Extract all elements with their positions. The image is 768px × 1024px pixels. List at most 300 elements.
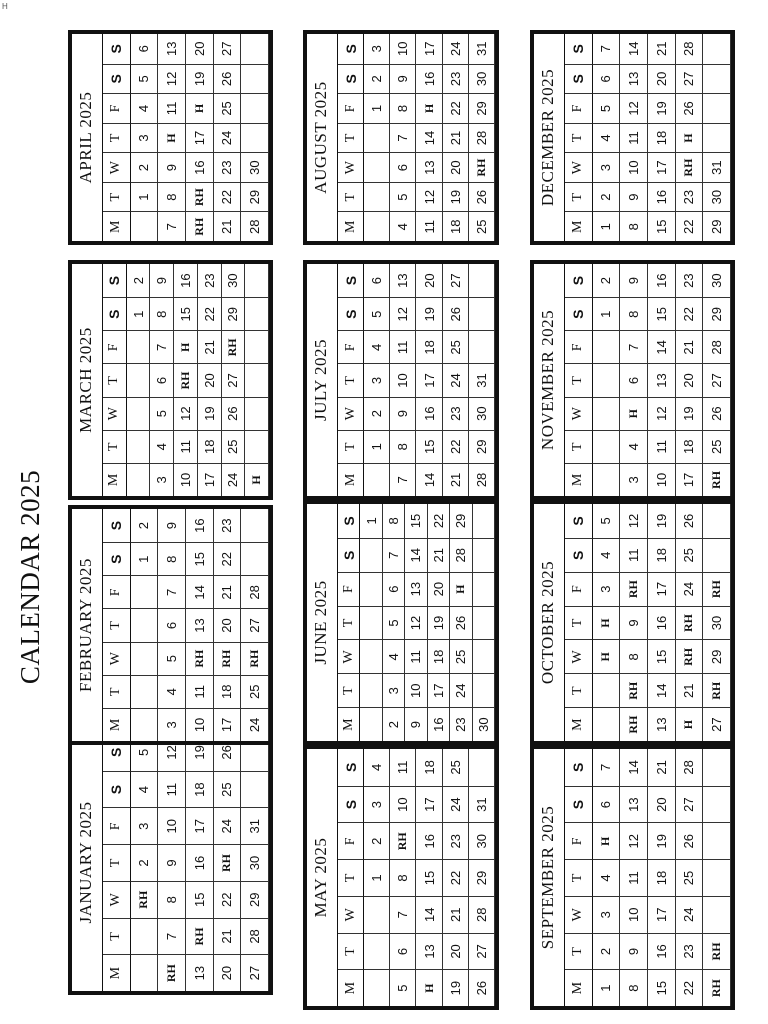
day-cell: 20 [416, 264, 442, 297]
day-cell: 18 [186, 771, 214, 808]
day-cell: 29 [450, 504, 472, 538]
day-cell: 28 [469, 123, 495, 153]
weekday-header: W [338, 152, 364, 182]
day-cell: 16 [648, 933, 676, 970]
day-cell: 20 [428, 572, 450, 606]
day-cell: 16 [186, 152, 214, 182]
day-cell: 13 [405, 572, 427, 606]
day-cell: 17 [648, 572, 676, 606]
day-cell: 24 [214, 123, 242, 153]
day-cell: 20 [214, 954, 242, 991]
day-cell: 22 [443, 859, 469, 896]
day-cell: 28 [450, 538, 472, 572]
weekday-header: W [338, 397, 364, 430]
day-cell: 16 [416, 64, 442, 94]
day-cell: 2 [593, 264, 621, 297]
weekday-header: S [103, 542, 131, 575]
day-cell: 10 [405, 673, 427, 707]
day-cell: 24 [222, 463, 246, 496]
day-cell: 31 [469, 34, 495, 64]
holiday-cell: RH [186, 642, 214, 675]
weekday-header: T [565, 606, 593, 640]
day-cell: 13 [186, 608, 214, 641]
day-cell: 12 [620, 822, 648, 859]
month-day-grid [103, 34, 269, 241]
day-cell: 6 [150, 363, 174, 396]
empty-cell [360, 707, 382, 741]
day-cell: 5 [383, 606, 405, 640]
day-cell: 21 [428, 538, 450, 572]
weekday-header: S [103, 734, 131, 771]
day-cell: 15 [648, 639, 676, 673]
day-cell: 24 [676, 572, 704, 606]
day-cell: 17 [416, 363, 442, 396]
day-cell: 11 [620, 859, 648, 896]
day-cell: 22 [676, 297, 704, 330]
empty-cell [360, 673, 382, 707]
day-cell: 13 [416, 933, 442, 970]
holiday-cell: H [620, 397, 648, 430]
weekday-header: S [338, 504, 360, 538]
day-cell: 7 [150, 330, 174, 363]
day-cell: 9 [150, 264, 174, 297]
holiday-cell: RH [186, 918, 214, 955]
day-cell: 27 [676, 64, 704, 94]
empty-cell [469, 264, 495, 297]
month-jan [68, 730, 273, 995]
empty-cell [703, 93, 731, 123]
month-title: FEBRUARY 2025 [72, 509, 103, 741]
month-title: SEPTEMBER 2025 [534, 749, 565, 1006]
weekday-header: S [338, 538, 360, 572]
empty-cell [473, 538, 495, 572]
day-cell: 24 [443, 363, 469, 396]
weekday-header: F [103, 807, 131, 844]
day-cell: 16 [428, 707, 450, 741]
month-title: MAY 2025 [307, 749, 338, 1006]
day-cell: 1 [364, 93, 390, 123]
weekday-header: W [103, 152, 131, 182]
day-cell: 10 [390, 34, 416, 64]
day-cell: 8 [383, 504, 405, 538]
day-cell: 23 [443, 397, 469, 430]
day-cell: 9 [620, 182, 648, 212]
day-cell: 17 [186, 807, 214, 844]
day-cell: 26 [222, 397, 246, 430]
weekday-header: M [338, 463, 364, 496]
weekday-header: S [103, 64, 131, 94]
holiday-cell: RH [703, 933, 731, 970]
holiday-cell: RH [131, 881, 159, 918]
day-cell: 22 [214, 182, 242, 212]
holiday-cell: H [593, 606, 621, 640]
day-cell: 1 [364, 430, 390, 463]
weekday-header: T [103, 123, 131, 153]
holiday-cell: RH [186, 211, 214, 241]
empty-cell [131, 608, 159, 641]
day-cell: 17 [214, 708, 242, 741]
day-cell: 28 [469, 463, 495, 496]
day-cell: 15 [648, 211, 676, 241]
weekday-header: M [565, 211, 593, 241]
day-cell: 5 [131, 734, 159, 771]
day-cell: 1 [364, 859, 390, 896]
weekday-header: T [103, 844, 131, 881]
weekday-header: T [565, 430, 593, 463]
day-cell: 13 [416, 152, 442, 182]
day-cell: 2 [593, 182, 621, 212]
day-cell: 30 [703, 606, 731, 640]
scan-mark: H [2, 2, 8, 11]
holiday-cell: RH [703, 463, 731, 496]
empty-cell [593, 430, 621, 463]
day-cell: 15 [405, 504, 427, 538]
weekday-header: S [103, 297, 127, 330]
day-cell: 19 [648, 93, 676, 123]
day-cell: 12 [416, 182, 442, 212]
day-cell: 6 [390, 152, 416, 182]
month-jul [303, 260, 499, 500]
weekday-header: F [103, 330, 127, 363]
empty-cell [127, 363, 151, 396]
day-cell: 12 [174, 397, 198, 430]
day-cell: 26 [676, 504, 704, 538]
weekday-header: W [103, 642, 131, 675]
day-cell: 10 [620, 896, 648, 933]
day-cell: 22 [428, 504, 450, 538]
day-cell: 4 [593, 859, 621, 896]
day-cell: 2 [364, 822, 390, 859]
holiday-cell: RH [620, 707, 648, 741]
day-cell: 4 [131, 771, 159, 808]
day-cell: 8 [158, 881, 186, 918]
day-cell: 23 [198, 264, 222, 297]
weekday-header: T [565, 933, 593, 970]
day-cell: 26 [676, 822, 704, 859]
empty-cell [593, 673, 621, 707]
day-cell: 21 [648, 749, 676, 786]
day-cell: 15 [174, 297, 198, 330]
day-cell: 3 [593, 152, 621, 182]
month-dec [530, 30, 735, 245]
weekday-header: S [103, 509, 131, 542]
day-cell: 15 [186, 542, 214, 575]
day-cell: 20 [648, 786, 676, 823]
day-cell: 2 [383, 707, 405, 741]
day-cell: 1 [131, 542, 159, 575]
weekday-header: S [565, 786, 593, 823]
day-cell: 2 [127, 264, 151, 297]
day-cell: 3 [364, 34, 390, 64]
day-cell: 12 [620, 504, 648, 538]
holiday-cell: RH [469, 152, 495, 182]
empty-cell [469, 330, 495, 363]
holiday-cell: H [450, 572, 472, 606]
day-cell: 28 [676, 34, 704, 64]
holiday-cell: RH [186, 182, 214, 212]
weekday-header: S [565, 64, 593, 94]
day-cell: 25 [676, 538, 704, 572]
day-cell: 24 [214, 807, 242, 844]
weekday-header: M [103, 954, 131, 991]
empty-cell [703, 822, 731, 859]
empty-cell [703, 504, 731, 538]
day-cell: 3 [131, 807, 159, 844]
weekday-header: F [565, 822, 593, 859]
weekday-header: T [338, 606, 360, 640]
empty-cell [593, 463, 621, 496]
empty-cell [360, 538, 382, 572]
day-cell: 29 [703, 211, 731, 241]
day-cell: 11 [648, 430, 676, 463]
day-cell: 25 [443, 749, 469, 786]
month-day-grid [103, 509, 269, 741]
day-cell: 3 [593, 572, 621, 606]
day-cell: 20 [198, 363, 222, 396]
day-cell: 11 [174, 430, 198, 463]
day-cell: 29 [469, 430, 495, 463]
weekday-header: F [338, 572, 360, 606]
day-cell: 23 [214, 509, 242, 542]
day-cell: 5 [390, 182, 416, 212]
day-cell: 1 [131, 182, 159, 212]
empty-cell [131, 211, 159, 241]
day-cell: 30 [241, 152, 269, 182]
weekday-header: T [103, 363, 127, 396]
day-cell: 11 [416, 211, 442, 241]
empty-cell [473, 639, 495, 673]
weekday-header: M [103, 463, 127, 496]
day-cell: 1 [593, 211, 621, 241]
day-cell: 8 [158, 542, 186, 575]
day-cell: 21 [443, 463, 469, 496]
day-cell: 18 [443, 211, 469, 241]
day-cell: 2 [364, 397, 390, 430]
weekday-header: T [103, 182, 131, 212]
day-cell: 14 [648, 330, 676, 363]
weekday-header: W [565, 152, 593, 182]
day-cell: 11 [390, 330, 416, 363]
day-cell: 27 [241, 954, 269, 991]
day-cell: 21 [648, 34, 676, 64]
empty-cell [131, 708, 159, 741]
day-cell: 20 [186, 34, 214, 64]
day-cell: 6 [131, 34, 159, 64]
day-cell: 5 [593, 93, 621, 123]
empty-cell [241, 123, 269, 153]
day-cell: 21 [214, 211, 242, 241]
day-cell: 30 [241, 844, 269, 881]
day-cell: 9 [620, 264, 648, 297]
weekday-header: T [338, 673, 360, 707]
day-cell: 15 [186, 881, 214, 918]
day-cell: 21 [443, 896, 469, 933]
empty-cell [364, 969, 390, 1006]
day-cell: 4 [593, 538, 621, 572]
month-day-grid [103, 734, 269, 991]
day-cell: 19 [648, 504, 676, 538]
day-cell: 24 [443, 34, 469, 64]
month-title: JUNE 2025 [307, 504, 338, 741]
weekday-header: T [338, 123, 364, 153]
day-cell: 10 [390, 786, 416, 823]
holiday-cell: RH [620, 572, 648, 606]
day-cell: 21 [214, 575, 242, 608]
month-day-grid [338, 749, 495, 1006]
day-cell: 8 [150, 297, 174, 330]
day-cell: 3 [158, 708, 186, 741]
day-cell: 30 [222, 264, 246, 297]
day-cell: 8 [620, 211, 648, 241]
day-cell: 26 [450, 606, 472, 640]
holiday-cell: RH [390, 822, 416, 859]
empty-cell [473, 572, 495, 606]
empty-cell [364, 152, 390, 182]
day-cell: 9 [405, 707, 427, 741]
weekday-header: S [103, 771, 131, 808]
day-cell: 29 [703, 297, 731, 330]
month-jun [303, 500, 499, 745]
holiday-cell: H [186, 93, 214, 123]
month-title: NOVEMBER 2025 [534, 264, 565, 496]
day-cell: 23 [676, 264, 704, 297]
day-cell: 3 [593, 896, 621, 933]
empty-cell [127, 330, 151, 363]
weekday-header: F [338, 822, 364, 859]
day-cell: 4 [620, 430, 648, 463]
day-cell: 13 [186, 954, 214, 991]
day-cell: 18 [648, 538, 676, 572]
empty-cell [245, 430, 269, 463]
month-title: JANUARY 2025 [72, 734, 103, 991]
day-cell: 10 [620, 152, 648, 182]
empty-cell [241, 509, 269, 542]
empty-cell [703, 123, 731, 153]
empty-cell [245, 363, 269, 396]
day-cell: 27 [703, 363, 731, 396]
weekday-header: M [565, 707, 593, 741]
day-cell: 2 [131, 509, 159, 542]
day-cell: 24 [676, 896, 704, 933]
day-cell: 21 [214, 918, 242, 955]
day-cell: 19 [416, 297, 442, 330]
weekday-header: T [565, 123, 593, 153]
empty-cell [469, 749, 495, 786]
weekday-header: S [103, 264, 127, 297]
day-cell: 28 [241, 575, 269, 608]
day-cell: 22 [214, 542, 242, 575]
holiday-cell: H [245, 463, 269, 496]
day-cell: 27 [676, 786, 704, 823]
holiday-cell: RH [158, 954, 186, 991]
weekday-header: T [565, 182, 593, 212]
weekday-header: T [565, 859, 593, 896]
month-apr [68, 30, 273, 245]
weekday-header: M [338, 969, 364, 1006]
day-cell: 26 [214, 64, 242, 94]
day-cell: 29 [703, 639, 731, 673]
empty-cell [241, 542, 269, 575]
day-cell: 23 [443, 64, 469, 94]
day-cell: 6 [383, 572, 405, 606]
empty-cell [593, 330, 621, 363]
day-cell: 29 [469, 859, 495, 896]
day-cell: 11 [158, 771, 186, 808]
day-cell: 23 [443, 822, 469, 859]
month-nov [530, 260, 735, 500]
month-day-grid [338, 264, 495, 496]
day-cell: 20 [676, 363, 704, 396]
weekday-header: S [103, 34, 131, 64]
day-cell: 22 [443, 430, 469, 463]
day-cell: 3 [364, 786, 390, 823]
day-cell: 28 [703, 330, 731, 363]
month-feb [68, 505, 273, 745]
weekday-header: F [103, 93, 131, 123]
day-cell: 2 [593, 933, 621, 970]
weekday-header: T [565, 363, 593, 396]
empty-cell [703, 859, 731, 896]
month-day-grid [565, 749, 731, 1006]
day-cell: 26 [469, 182, 495, 212]
day-cell: 10 [186, 708, 214, 741]
holiday-cell: RH [676, 606, 704, 640]
day-cell: 27 [222, 363, 246, 396]
day-cell: 27 [703, 707, 731, 741]
day-cell: 31 [241, 807, 269, 844]
holiday-cell: RH [222, 330, 246, 363]
day-cell: 1 [593, 297, 621, 330]
day-cell: 30 [703, 182, 731, 212]
day-cell: 10 [648, 463, 676, 496]
day-cell: 27 [443, 264, 469, 297]
day-cell: 14 [416, 463, 442, 496]
day-cell: 20 [443, 933, 469, 970]
weekday-header: T [103, 675, 131, 708]
day-cell: 17 [428, 673, 450, 707]
day-cell: 31 [469, 363, 495, 396]
day-cell: 13 [158, 34, 186, 64]
weekday-header: S [338, 786, 364, 823]
weekday-header: M [338, 211, 364, 241]
day-cell: 6 [158, 608, 186, 641]
weekday-header: S [338, 297, 364, 330]
empty-cell [364, 182, 390, 212]
month-sep [530, 745, 735, 1010]
holiday-cell: H [676, 707, 704, 741]
day-cell: 15 [648, 969, 676, 1006]
day-cell: 30 [469, 64, 495, 94]
day-cell: 4 [364, 749, 390, 786]
day-cell: 20 [443, 152, 469, 182]
holiday-cell: RH [241, 642, 269, 675]
weekday-header: W [103, 881, 131, 918]
day-cell: 9 [620, 933, 648, 970]
empty-cell [241, 64, 269, 94]
day-cell: 26 [214, 734, 242, 771]
empty-cell [241, 34, 269, 64]
holiday-cell: H [593, 822, 621, 859]
holiday-cell: RH [676, 639, 704, 673]
empty-cell [703, 34, 731, 64]
weekday-header: F [565, 93, 593, 123]
day-cell: 9 [620, 606, 648, 640]
weekday-header: M [103, 211, 131, 241]
day-cell: 22 [214, 881, 242, 918]
empty-cell [364, 896, 390, 933]
empty-cell [245, 264, 269, 297]
day-cell: 31 [469, 786, 495, 823]
